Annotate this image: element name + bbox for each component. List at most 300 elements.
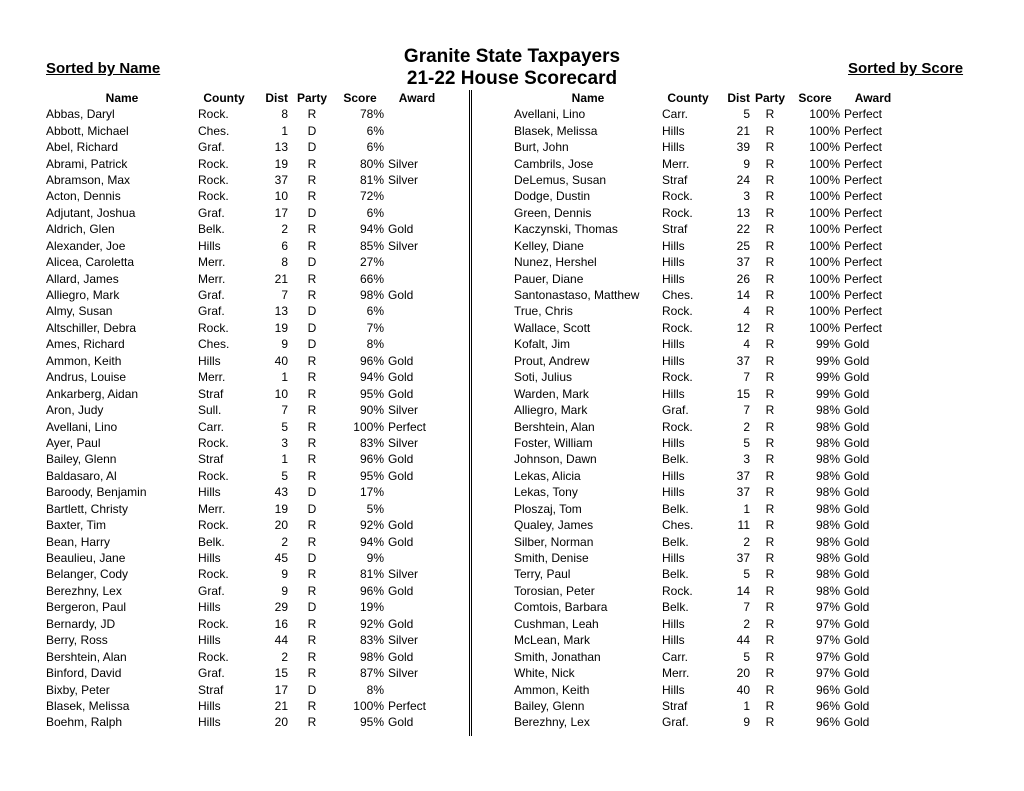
cell-name: Avellani, Lino — [514, 107, 586, 122]
cell-name: Aldrich, Glen — [46, 222, 115, 237]
cell-party: R — [307, 107, 317, 122]
cell-name: Aron, Judy — [46, 403, 104, 418]
cell-county: Straf — [198, 682, 224, 697]
cell-county: Rock. — [198, 567, 229, 582]
table-row — [514, 238, 902, 254]
cell-score: 87% — [359, 666, 384, 681]
cell-score: 98% — [815, 403, 840, 418]
cell-award: Gold — [844, 468, 870, 483]
cell-score: 100% — [809, 189, 840, 204]
cell-name: Altschiller, Debra — [46, 320, 137, 335]
table-row — [514, 665, 902, 681]
cell-county: Rock. — [198, 156, 229, 171]
cell-county: Hills — [662, 140, 685, 155]
cell-score: 100% — [809, 140, 840, 155]
cell-district: 17 — [274, 205, 288, 220]
cell-award — [384, 599, 446, 615]
cell-county: Ches. — [662, 288, 694, 303]
cell-party: R — [307, 172, 317, 187]
table-row — [514, 714, 902, 730]
cell-party: R — [307, 435, 317, 450]
cell-party: R — [765, 172, 775, 187]
table-row — [46, 188, 446, 204]
table-row — [46, 517, 446, 533]
cell-party: R — [307, 468, 317, 483]
cell-score: 95% — [359, 715, 384, 730]
cell-award — [384, 484, 446, 500]
cell-county: Hills — [662, 633, 685, 648]
cell-party: D — [307, 501, 317, 516]
cell-district: 15 — [274, 666, 288, 681]
cell-award: Gold — [844, 419, 870, 434]
cell-district: 5 — [743, 567, 750, 582]
cell-name: Ammon, Keith — [514, 682, 590, 697]
cell-county: Rock. — [662, 370, 693, 385]
cell-county: Merr. — [198, 255, 226, 270]
table-row — [514, 336, 902, 352]
cell-district: 37 — [736, 353, 750, 368]
cell-county: Hills — [198, 238, 221, 253]
cell-award — [384, 303, 446, 319]
cell-score: 99% — [815, 337, 840, 352]
cell-party: R — [307, 666, 317, 681]
cell-name: Beaulieu, Jane — [46, 551, 126, 566]
title-line-1: Granite State Taxpayers — [403, 46, 621, 67]
cell-award: Gold — [844, 551, 870, 566]
cell-party: R — [765, 419, 775, 434]
cell-county: Rock. — [662, 583, 693, 598]
cell-district: 13 — [274, 140, 288, 155]
cell-score: 97% — [815, 666, 840, 681]
cell-score: 98% — [815, 518, 840, 533]
cell-score: 98% — [815, 485, 840, 500]
cell-county: Straf — [662, 222, 688, 237]
cell-award: Gold — [844, 518, 870, 533]
cell-party: R — [765, 715, 775, 730]
cell-party: D — [307, 140, 317, 155]
cell-party: R — [307, 156, 317, 171]
cell-score: 85% — [359, 238, 384, 253]
cell-name: Andrus, Louise — [46, 370, 127, 385]
cell-award: Gold — [388, 616, 414, 631]
cell-award: Perfect — [844, 255, 883, 270]
cell-name: Ankarberg, Aidan — [46, 386, 139, 401]
cell-district: 12 — [736, 320, 750, 335]
table-row — [514, 155, 902, 171]
cell-county: Hills — [198, 715, 221, 730]
cell-name: Torosian, Peter — [514, 583, 595, 598]
cell-name: Bailey, Glenn — [514, 698, 585, 713]
cell-county: Graf. — [198, 205, 225, 220]
cell-county: Hills — [662, 123, 685, 138]
cell-district: 10 — [274, 189, 288, 204]
cell-award: Silver — [388, 567, 419, 582]
cell-party: D — [307, 337, 317, 352]
cell-county: Merr. — [198, 271, 226, 286]
cell-district: 13 — [274, 304, 288, 319]
cell-score: 96% — [815, 698, 840, 713]
cell-score: 6% — [366, 205, 384, 220]
cell-party: R — [765, 551, 775, 566]
cell-district: 9 — [281, 567, 288, 582]
cell-party: R — [765, 288, 775, 303]
cell-score: 100% — [353, 698, 384, 713]
cell-county: Hills — [198, 485, 221, 500]
cell-score: 7% — [366, 320, 384, 335]
cell-party: R — [765, 698, 775, 713]
cell-score: 94% — [359, 534, 384, 549]
cell-award: Gold — [844, 698, 870, 713]
cell-party: R — [765, 271, 775, 286]
cell-party: D — [307, 255, 317, 270]
cell-district: 9 — [281, 583, 288, 598]
cell-district: 7 — [743, 600, 750, 615]
column-header-name: Name — [571, 91, 605, 105]
cell-district: 14 — [736, 288, 750, 303]
cell-score: 6% — [366, 123, 384, 138]
cell-award — [384, 681, 446, 697]
cell-county: Rock. — [198, 189, 229, 204]
cell-score: 5% — [366, 501, 384, 516]
cell-award: Gold — [388, 583, 414, 598]
cell-district: 43 — [274, 485, 288, 500]
cell-award: Gold — [388, 222, 414, 237]
cell-name: Abel, Richard — [46, 140, 119, 155]
cell-name: Adjutant, Joshua — [46, 205, 136, 220]
cell-district: 2 — [281, 649, 288, 664]
cell-county: Hills — [662, 238, 685, 253]
cell-district: 26 — [736, 271, 750, 286]
table-row — [46, 632, 446, 648]
sorted-by-score-label: Sorted by Score — [848, 60, 964, 77]
cell-party: R — [307, 419, 317, 434]
column-header-county: County — [203, 91, 245, 105]
cell-party: R — [307, 386, 317, 401]
cell-name: Pauer, Diane — [514, 271, 584, 286]
cell-name: Alliegro, Mark — [46, 288, 120, 303]
cell-score: 95% — [359, 386, 384, 401]
cell-party: D — [307, 551, 317, 566]
cell-district: 39 — [736, 140, 750, 155]
cell-score: 6% — [366, 304, 384, 319]
cell-name: Kofalt, Jim — [514, 337, 571, 352]
table-row — [46, 533, 446, 549]
cell-party: R — [307, 698, 317, 713]
cell-party: R — [765, 468, 775, 483]
cell-district: 40 — [274, 353, 288, 368]
cell-district: 10 — [274, 386, 288, 401]
table-row — [514, 681, 902, 697]
cell-score: 66% — [359, 271, 384, 286]
cell-district: 24 — [736, 172, 750, 187]
cell-name: Cambrils, Jose — [514, 156, 594, 171]
table-row — [514, 303, 902, 319]
cell-name: Baroody, Benjamin — [46, 485, 147, 500]
cell-name: Qualey, James — [514, 518, 594, 533]
cell-score: 97% — [815, 616, 840, 631]
cell-award: Perfect — [844, 156, 883, 171]
cell-award — [384, 550, 446, 566]
cell-county: Rock. — [662, 304, 693, 319]
cell-county: Graf. — [662, 715, 689, 730]
cell-party: R — [765, 386, 775, 401]
cell-district: 21 — [274, 271, 288, 286]
cell-award: Silver — [388, 633, 419, 648]
cell-district: 7 — [743, 370, 750, 385]
cell-score: 97% — [815, 633, 840, 648]
cell-award: Gold — [844, 567, 870, 582]
cell-name: Alicea, Caroletta — [46, 255, 135, 270]
table-row — [514, 435, 902, 451]
cell-name: Alliegro, Mark — [514, 403, 588, 418]
table-row — [46, 435, 446, 451]
cell-party: R — [765, 156, 775, 171]
table-header-row — [46, 90, 446, 106]
cell-party: R — [765, 616, 775, 631]
cell-name: Lekas, Alicia — [514, 468, 581, 483]
cell-award: Perfect — [844, 271, 883, 286]
table-row — [514, 287, 902, 303]
cell-score: 96% — [815, 682, 840, 697]
cell-county: Rock. — [198, 107, 229, 122]
cell-award — [384, 139, 446, 155]
table-row — [46, 451, 446, 467]
cell-award: Gold — [844, 633, 870, 648]
cell-award: Perfect — [844, 189, 883, 204]
cell-district: 15 — [736, 386, 750, 401]
cell-county: Hills — [198, 353, 221, 368]
cell-score: 99% — [815, 386, 840, 401]
cell-district: 20 — [274, 715, 288, 730]
cell-award — [384, 501, 446, 517]
cell-score: 81% — [359, 567, 384, 582]
cell-name: Kaczynski, Thomas — [514, 222, 618, 237]
cell-party: D — [307, 205, 317, 220]
cell-party: R — [765, 501, 775, 516]
cell-party: R — [765, 403, 775, 418]
cell-name: Alexander, Joe — [46, 238, 126, 253]
cell-score: 97% — [815, 600, 840, 615]
cell-party: R — [765, 107, 775, 122]
cell-score: 100% — [809, 205, 840, 220]
cell-name: Lekas, Tony — [514, 485, 578, 500]
cell-party: R — [307, 403, 317, 418]
cell-county: Straf — [662, 172, 688, 187]
cell-score: 96% — [359, 583, 384, 598]
cell-district: 21 — [274, 698, 288, 713]
cell-score: 98% — [815, 501, 840, 516]
table-row — [514, 320, 902, 336]
cell-score: 90% — [359, 403, 384, 418]
cell-county: Belk. — [662, 600, 689, 615]
cell-award: Silver — [388, 172, 419, 187]
cell-district: 2 — [281, 534, 288, 549]
cell-name: Boehm, Ralph — [46, 715, 123, 730]
cell-score: 96% — [359, 353, 384, 368]
cell-score: 98% — [359, 649, 384, 664]
cell-county: Rock. — [198, 616, 229, 631]
table-row — [46, 599, 446, 615]
cell-district: 3 — [743, 189, 750, 204]
cell-award: Gold — [388, 518, 414, 533]
cell-district: 14 — [736, 583, 750, 598]
cell-name: Ploszaj, Tom — [514, 501, 582, 516]
table-row — [514, 270, 902, 286]
cell-county: Hills — [662, 435, 685, 450]
cell-party: R — [765, 370, 775, 385]
cell-award: Gold — [844, 682, 870, 697]
table-row — [514, 369, 902, 385]
cell-party: D — [307, 600, 317, 615]
cell-score: 100% — [809, 304, 840, 319]
cell-county: Hills — [198, 698, 221, 713]
cell-award: Gold — [844, 353, 870, 368]
cell-party: R — [765, 255, 775, 270]
cell-district: 29 — [274, 600, 288, 615]
table-row — [46, 665, 446, 681]
cell-name: Nunez, Hershel — [514, 255, 597, 270]
cell-name: Berezhny, Lex — [514, 715, 590, 730]
cell-county: Rock. — [662, 205, 693, 220]
cell-award: Perfect — [388, 698, 427, 713]
table-row — [46, 353, 446, 369]
cell-name: Burt, John — [514, 140, 569, 155]
table-row — [46, 287, 446, 303]
cell-party: R — [765, 534, 775, 549]
cell-party: D — [307, 123, 317, 138]
cell-county: Ches. — [198, 123, 230, 138]
cell-party: R — [307, 518, 317, 533]
cell-score: 98% — [815, 534, 840, 549]
cell-award: Gold — [388, 534, 414, 549]
cell-county: Rock. — [662, 320, 693, 335]
cell-district: 7 — [743, 403, 750, 418]
cell-county: Rock. — [198, 518, 229, 533]
cell-name: Comtois, Barbara — [514, 600, 608, 615]
cell-party: R — [765, 583, 775, 598]
cell-party: R — [307, 633, 317, 648]
cell-name: Silber, Norman — [514, 534, 594, 549]
cell-county: Belk. — [662, 534, 689, 549]
cell-county: Carr. — [198, 419, 225, 434]
cell-district: 5 — [281, 468, 288, 483]
cell-party: R — [307, 370, 317, 385]
cell-award — [384, 122, 446, 138]
cell-name: Ammon, Keith — [46, 353, 122, 368]
table-row — [46, 418, 446, 434]
cell-party: R — [307, 649, 317, 664]
cell-county: Hills — [662, 551, 685, 566]
cell-district: 5 — [743, 649, 750, 664]
table-row — [514, 550, 902, 566]
cell-name: Bailey, Glenn — [46, 452, 117, 467]
cell-award: Gold — [844, 534, 870, 549]
cell-district: 1 — [281, 123, 288, 138]
cell-award: Gold — [388, 353, 414, 368]
cell-county: Straf — [662, 698, 688, 713]
cell-award: Perfect — [844, 140, 883, 155]
cell-county: Rock. — [662, 419, 693, 434]
cell-party: R — [307, 715, 317, 730]
cell-name: Bershtein, Alan — [514, 419, 595, 434]
table-row — [514, 254, 902, 270]
cell-name: Baxter, Tim — [46, 518, 107, 533]
table-row — [46, 402, 446, 418]
cell-county: Hills — [662, 271, 685, 286]
cell-score: 98% — [815, 452, 840, 467]
column-header-award: Award — [398, 91, 436, 105]
cell-district: 19 — [274, 156, 288, 171]
cell-award: Gold — [388, 468, 414, 483]
table-row — [514, 616, 902, 632]
cell-award — [384, 188, 446, 204]
column-divider — [469, 90, 472, 736]
table-row — [514, 484, 902, 500]
sorted-by-name-label: Sorted by Name — [46, 60, 161, 77]
cell-district: 40 — [736, 682, 750, 697]
cell-name: Almy, Susan — [46, 304, 113, 319]
cell-county: Rock. — [198, 468, 229, 483]
cell-score: 83% — [359, 633, 384, 648]
cell-district: 8 — [281, 255, 288, 270]
cell-award: Gold — [388, 715, 414, 730]
table-row — [514, 451, 902, 467]
cell-county: Graf. — [198, 666, 225, 681]
table-row — [46, 484, 446, 500]
table-row — [514, 402, 902, 418]
cell-award: Gold — [844, 616, 870, 631]
cell-county: Hills — [662, 337, 685, 352]
cell-district: 4 — [743, 304, 750, 319]
cell-award: Perfect — [844, 320, 883, 335]
cell-award: Gold — [844, 386, 870, 401]
cell-award: Silver — [388, 435, 419, 450]
cell-county: Ches. — [662, 518, 694, 533]
cell-score: 19% — [359, 600, 384, 615]
cell-county: Hills — [662, 353, 685, 368]
table-header-row — [514, 90, 902, 106]
cell-name: Kelley, Diane — [514, 238, 584, 253]
cell-score: 98% — [815, 583, 840, 598]
cell-award: Gold — [388, 386, 414, 401]
table-row — [46, 468, 446, 484]
cell-award: Gold — [844, 715, 870, 730]
table-row — [46, 270, 446, 286]
cell-score: 8% — [366, 337, 384, 352]
cell-score: 80% — [359, 156, 384, 171]
cell-district: 5 — [743, 107, 750, 122]
cell-award — [384, 205, 446, 221]
cell-county: Rock. — [198, 435, 229, 450]
cell-party: R — [765, 666, 775, 681]
cell-district: 20 — [274, 518, 288, 533]
cell-name: Bergeron, Paul — [46, 600, 127, 615]
cell-award — [384, 254, 446, 270]
table-row — [514, 648, 902, 664]
cell-party: R — [307, 222, 317, 237]
column-header-party: Party — [296, 91, 328, 105]
cell-district: 7 — [281, 403, 288, 418]
cell-award — [384, 270, 446, 286]
cell-district: 9 — [281, 337, 288, 352]
cell-score: 98% — [815, 435, 840, 450]
cell-district: 37 — [736, 485, 750, 500]
cell-party: R — [765, 435, 775, 450]
cell-award: Silver — [388, 156, 419, 171]
cell-name: Terry, Paul — [514, 567, 571, 582]
cell-award: Gold — [844, 435, 870, 450]
cell-name: DeLemus, Susan — [514, 172, 607, 187]
